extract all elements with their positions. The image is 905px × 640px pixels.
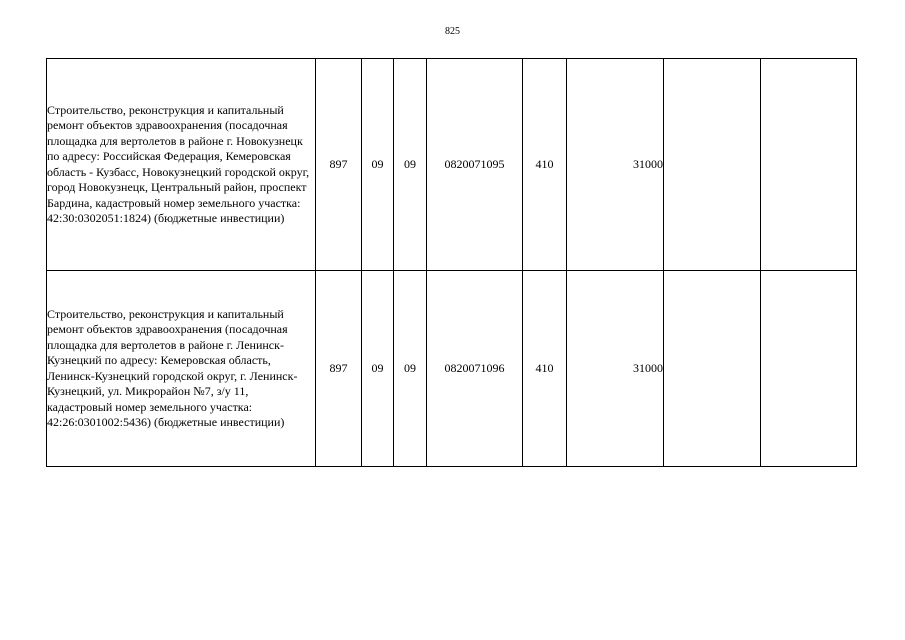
- page-number: 825: [445, 26, 460, 37]
- subsection-cell: 09: [394, 271, 427, 467]
- section-cell: 09: [362, 59, 394, 271]
- amount-cell-1: 31000: [567, 59, 664, 271]
- expense-type-cell: 410: [523, 59, 567, 271]
- object-name-cell: Строительство, реконструкция и капитальный ремонт объектов здравоохранения (посадочная площадка для вертолетов в районе г. Новокузнецк по адресу: Российская Федерация, Кемеровская область - Кузбасс, Новокузнецкий городской округ, город Новокузнецк, Центральный район, проспект Бардина, кадастровый номер земельного участка: 42:30:0302051:1824) (бюджетные инвестиции): [47, 59, 316, 271]
- amount-cell-1: 31000: [567, 271, 664, 467]
- target-article-cell: 0820071095: [427, 59, 523, 271]
- ministry-code-cell: 897: [316, 271, 362, 467]
- target-article-cell: 0820071096: [427, 271, 523, 467]
- amount-cell-3: [761, 271, 857, 467]
- amount-cell-2: [664, 59, 761, 271]
- amount-cell-2: [664, 271, 761, 467]
- table-row: [47, 59, 857, 271]
- section-cell: 09: [362, 271, 394, 467]
- amount-cell-3: [761, 59, 857, 271]
- budget-table: [46, 58, 857, 467]
- expense-type-cell: 410: [523, 271, 567, 467]
- ministry-code-cell: 897: [316, 59, 362, 271]
- object-name-cell: Строительство, реконструкция и капитальный ремонт объектов здравоохранения (посадочная площадка для вертолетов в районе г. Ленинск-Кузнецкий по адресу: Кемеровская область, Ленинск-Кузнецкий городской округ, г. Ленинск-Кузнецкий, ул. Микрорайон №7, з/у 11, кадастровый номер земельного участка: 42:26:0301002:5436) (бюджетные инвестиции): [47, 271, 316, 467]
- subsection-cell: 09: [394, 59, 427, 271]
- table-row: [47, 271, 857, 467]
